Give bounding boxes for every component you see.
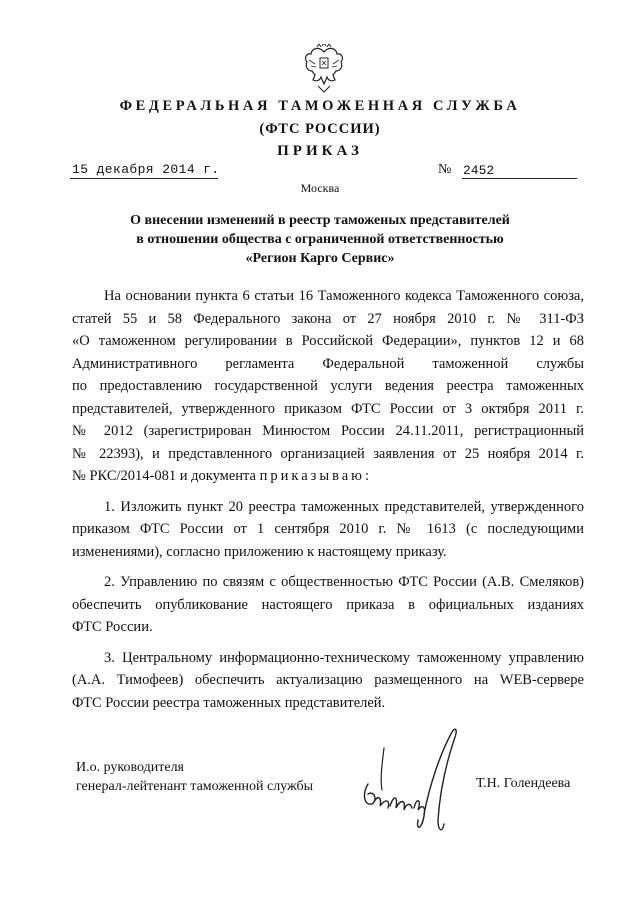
item-1-line: приказом ФТС России от 1 сентября 2010 г. № 1613 (с последующими bbox=[72, 521, 584, 537]
body-line: «О таможенном регулировании в Российской Федерации», пунктов 12 и 68 bbox=[72, 333, 584, 349]
body-text: № РКС/2014-081 и документа bbox=[72, 468, 260, 484]
item-1-line: 1. Изложить пункт 20 реестра таможенных представителей, утвержденного bbox=[104, 498, 584, 515]
order-subject bbox=[0, 211, 640, 268]
item-3-line: 3. Центральному информационно-техническому таможенному управлению bbox=[104, 649, 584, 666]
order-body bbox=[72, 285, 584, 714]
body-line bbox=[72, 465, 584, 488]
item-2-line: обеспечить опубликование настоящего приказа в официальных изданиях bbox=[72, 596, 584, 613]
body-line: статей 55 и 58 Федерального закона от 27 ноября 2010 г. № 311-ФЗ bbox=[72, 310, 584, 327]
signer-position-line: генерал-лейтенант таможенной службы bbox=[76, 779, 314, 794]
body-text: : bbox=[365, 468, 370, 484]
item-1-line: изменениями), согласно приложению к настоящему приказу. bbox=[72, 543, 447, 560]
document-type: ПРИКАЗ bbox=[277, 143, 363, 159]
subject-line: О внесении изменений в реестр таможеных представителей bbox=[130, 213, 510, 228]
body-line: № 2012 (зарегистрирован Минюстом России 24.11.2011, регистрационный bbox=[72, 423, 584, 439]
date-underline bbox=[70, 178, 218, 179]
order-verb: приказываю bbox=[259, 468, 366, 484]
number-underline bbox=[462, 178, 577, 179]
subject-line: в отношении общества с ограниченной ответственностью bbox=[136, 232, 504, 247]
handwritten-signature bbox=[360, 724, 470, 842]
item-3-line: ФТС России реестра таможенных представителей. bbox=[72, 694, 386, 711]
order-number: 2452 bbox=[463, 163, 495, 178]
signer-position-line: И.о. руководителя bbox=[76, 760, 185, 775]
item-2-line: ФТС России. bbox=[72, 619, 153, 635]
body-line: № 22393), и представленного организацией заявления от 25 ноября 2014 г. bbox=[72, 445, 584, 462]
body-line: представителей, утвержденного приказом ФТС России от 3 октября 2011 г. bbox=[72, 400, 584, 417]
body-line: по предоставлению государственной услуги ведения реестра таможенных bbox=[72, 378, 584, 394]
item-2-line: 2. Управлению по связям с общественностью ФТС России (А.В. Смеляков) bbox=[104, 574, 584, 590]
agency-name: ФЕДЕРАЛЬНАЯ ТАМОЖЕННАЯ СЛУЖБА bbox=[119, 98, 521, 114]
agency-short-name: (ФТС РОССИИ) bbox=[259, 121, 381, 137]
russian-coat-of-arms-icon bbox=[303, 44, 345, 94]
body-line: На основании пункта 6 статьи 16 Таможенного кодекса Таможенного союза, bbox=[104, 288, 584, 304]
subject-line: «Регион Карго Сервис» bbox=[245, 251, 395, 266]
city: Москва bbox=[300, 181, 340, 195]
signer-position bbox=[76, 758, 313, 796]
body-line: Административного регламента Федеральной таможенной службы bbox=[72, 355, 584, 372]
number-sign: № bbox=[438, 162, 452, 177]
signer-name: Т.Н. Голендеева bbox=[476, 776, 571, 791]
order-date: 15 декабря 2014 г. bbox=[72, 162, 220, 177]
item-3-line: (А.А. Тимофеев) обеспечить актуализацию размещенного на WEB-сервере bbox=[72, 672, 584, 688]
